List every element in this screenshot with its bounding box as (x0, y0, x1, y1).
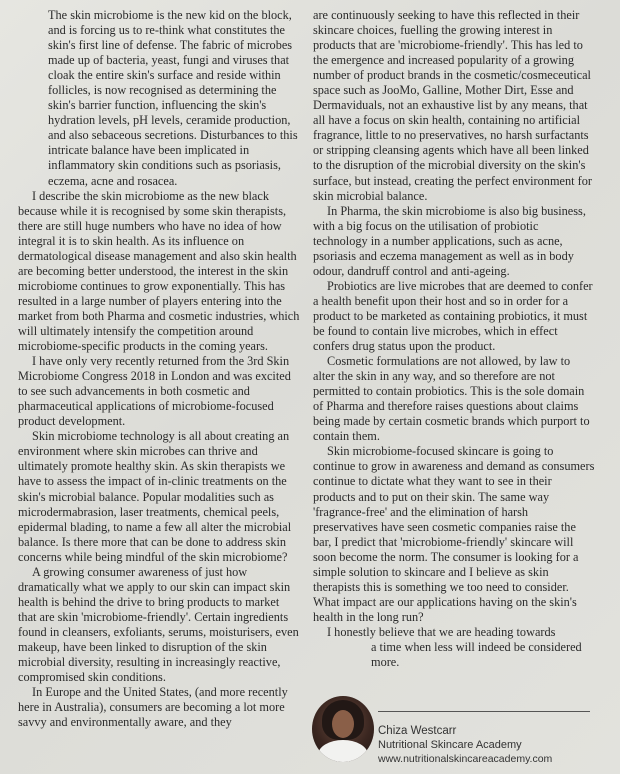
paragraph: In Pharma, the skin microbiome is also big business, with a big focus on the utilisation of probiotic technology in a number applications, such as acne, psoriasis and eczema management as well as in body odour, dandruff control and anti-ageing. (313, 203, 586, 278)
paragraph: I honestly believe that we are heading towards (327, 624, 556, 639)
author-website: www.nutritionalskincareacademy.com (378, 753, 553, 765)
paragraph: I describe the skin microbiome as the new black because while it is recognised by some skin therapists, there are still huge numbers who have no idea of how integral it is to skin health. As its influence on dermatological disease management and also skin health are becoming better understood, the interest in the skin microbiome continues to grow exponentially. This has resulted in a large number of players entering into the market from both Pharma and cosmetic industries, which will ultimately intensify the competition around microbiome-specific products in the coming years. (18, 188, 300, 354)
paragraph: Probiotics are live microbes that are deemed to confer a health benefit upon their host and so in order for a product to be marketed as containing probiotics, it must be found to contain live microbes, which in effect confers drug status upon the product. (313, 278, 593, 354)
author-avatar (312, 696, 374, 762)
paragraph: Skin microbiome technology is all about creating an environment where skin microbes can thrive and ultimately promote healthy skin. As skin therapists we have to assess the impact of in-clinic treatments on the skin's microbial balance. Popular modalities such as microdermabrasion, laser treatments, chemical peels, epidermal blading, to name a few all alter the microbial balance. Is there more that can be done to address skin concerns while being mindful of the skin microbiome? (18, 429, 292, 564)
paragraph: A growing consumer awareness of just how dramatically what we apply to our skin can impact skin health is behind the drive to bring products to market that are skin 'microbiome-friendly'. Certain ingredients found in cleansers, exfoliants, serums, moisturisers, even makeup, have been linked to disruption of the skin microbial diversity, resulting in increasingly reactive, compromised skin conditions. (18, 564, 299, 685)
closing-line: a time when less will indeed be considered more. (371, 639, 582, 670)
author-signature (312, 696, 602, 768)
article-column-left (18, 8, 300, 730)
article-column-right (313, 8, 595, 670)
author-name: Chiza Westcarr (378, 725, 457, 737)
paragraph: Cosmetic formulations are not allowed, by law to alter the skin in any way, and so therefore are not permitted to contain probiotics. This is the sole domain of Pharma and therefore raises questions about claims being made by certain cosmetic brands which purport to contain them. (313, 354, 590, 444)
author-organisation: Nutritional Skincare Academy (378, 739, 522, 751)
paragraph: In Europe and the United States, (and more recently here in Australia), consumers are becoming a lot more savvy and environmentally aware, and they (18, 685, 288, 730)
paragraph: The skin microbiome is the new kid on the block, and is forcing us to re-think what constitutes the skin's first line of defense. The fabric of microbes made up of bacteria, yeast, fungi and viruses that cloak the entire skin's surface and reside within follicles, is now recognised as determining the skin's barrier function, influencing the skin's hydration levels, pH levels, ceramide production, and also sebaceous secretions. Disturbances to this intricate balance have been implicated in inflammatory skin conditions such as psoriasis, eczema, acne and rosacea. (48, 8, 298, 188)
paragraph: I have only very recently returned from the 3rd Skin Microbiome Congress 2018 in London and was excited to see such advancements in both cosmetic and pharmaceutical applications of microbiome-focused product development. (18, 354, 291, 429)
paragraph: Skin microbiome-focused skincare is going to continue to grow in awareness and demand as consumers continue to dictate what they want to see in their products and to put on their skin. The same way 'fragrance-free' and the elimination of harsh preservatives have seen cosmetic companies raise the bar, I predict that 'microbiome-friendly' skincare will soon become the norm. The consumer is looking for a simple solution to skincare and I believe as skin therapists this is something we too need to consider. What impact are our applications having on the skin's health in the long run? (313, 444, 595, 624)
paragraph: are continuously seeking to have this reflected in their skincare choices, fuelling the growing interest in products that are 'microbiome-friendly'. This has led to the emergence and increased popularity of a growing number of product brands in the cosmetic/cosmeceutical space such as JooMo, Galline, Mother Dirt, Esse and Dermaviduals, not an exhaustive list by any means, that all have a focus on skin health, containing no artificial fragrance, little to no preservatives, no harsh surfactants or stripping cleansing agents which have all been linked to the disruption of the microbial diversity on the skin's surface, but instead, creating the perfect environment for skin microbial balance. (313, 8, 592, 203)
signature-divider (378, 711, 590, 712)
